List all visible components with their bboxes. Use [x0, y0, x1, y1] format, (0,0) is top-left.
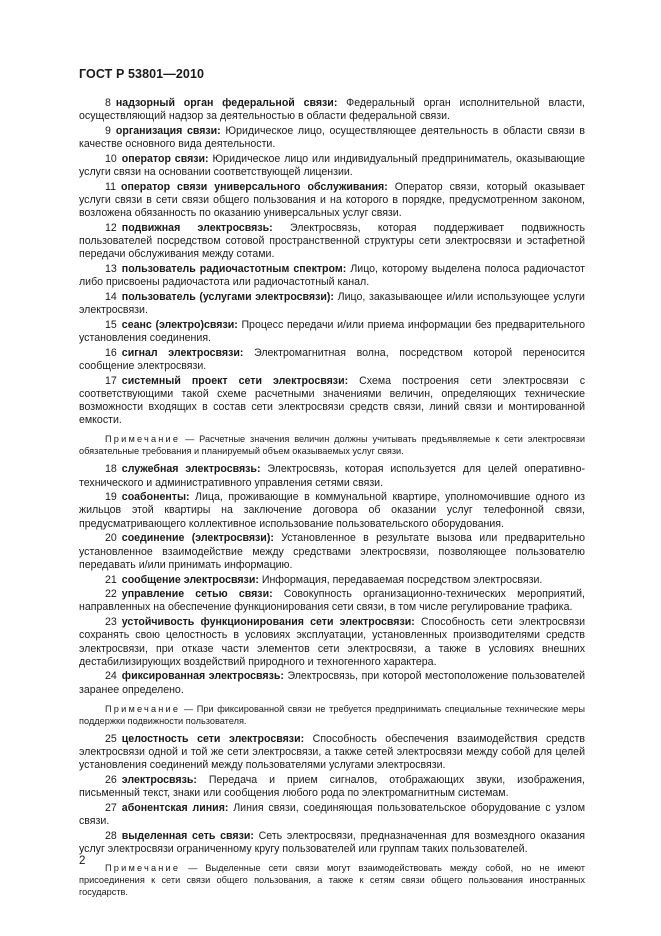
entry-number: 19 — [105, 491, 117, 504]
entry-number: 24 — [105, 670, 117, 683]
entry-number: 25 — [105, 732, 117, 745]
definition-entry — [79, 532, 585, 572]
entry-term: абонентская линия: — [121, 801, 229, 814]
entry-term: электросвязь: — [121, 773, 197, 786]
entry-number: 9 — [105, 124, 111, 137]
definition-entry — [79, 774, 585, 800]
note-text: — Расчетные значения величин должны учитывать предъявляемые к сети электросвязи обязательные требования и планируемый объем оказываемых услуг связи. — [79, 434, 585, 457]
definition-entry — [79, 830, 585, 856]
page-number: 2 — [79, 855, 86, 867]
entry-definition: Электромагнитная волна, посредством которой переносится сообщение электросвязи. — [79, 346, 585, 372]
entry-number: 12 — [105, 221, 117, 234]
entry-number: 26 — [105, 773, 117, 786]
entry-number: 8 — [105, 97, 111, 109]
entry-term: служебная электросвязь: — [121, 463, 261, 476]
definition-entry — [79, 802, 585, 828]
definition-entry — [79, 670, 585, 696]
entry-definition: Электросвязь, при которой местоположение пользователей заранее определено. — [79, 670, 585, 696]
entry-definition: Лицо, заказывающее и/или использующее услуги электросвязи. — [79, 290, 585, 317]
entry-definition: Юридическое лицо, осуществляющее деятельность в области связи в качестве основного вида деятельности. — [79, 124, 586, 151]
definition-entry — [79, 291, 585, 317]
entry-number: 28 — [105, 829, 117, 842]
entry-term: соединение (электросвязи): — [121, 532, 274, 545]
note-text: — При фиксированной связи не требуется предпринимать специальные технические меры поддержки подвижности пользователя. — [79, 703, 585, 726]
entry-definition: Информация, передаваемая посредством электросвязи. — [261, 573, 543, 586]
entry-term: организация связи: — [115, 124, 221, 137]
definition-entry — [79, 375, 585, 428]
definition-entry — [79, 574, 585, 587]
definition-entry — [79, 588, 585, 614]
entry-definition: Электросвязь, которая поддерживает подвижность пользователей посредством сотовой пространственной структуры сети электросвязи и эстафетной передачи обслуживания между сотами. — [79, 221, 585, 261]
definition-entry — [79, 616, 585, 669]
entry-definition: Установленное в результате вызова или предварительно установленное взаимодействие между средствами электросвязи, позволяющее пользователю передавать и/или принимать информацию. — [79, 532, 585, 571]
entry-definition: Процесс передачи и/или приема информации без предварительного установления соединения. — [79, 318, 585, 344]
entry-definition: Схема построения сети электросвязи с соответствующими такой схеме расчетными значениями величин, определяющих технические возможности входящих в состав сети электросвязи средств связи, линий связи и монтированной емкости. — [79, 374, 585, 427]
entry-term: оператор связи: — [121, 152, 209, 165]
note-label: Примечание — [105, 863, 181, 874]
note — [79, 703, 585, 727]
note-label: Примечание — [105, 703, 181, 714]
entry-number: 11 — [105, 180, 116, 193]
entry-definition: Передача и прием сигналов, отображающих звуки, изображения, письменный текст, знаки или сообщения любого рода по электромагнитным системам. — [79, 773, 585, 800]
note — [79, 862, 585, 898]
entry-definition: Лица, проживающие в коммунальной квартире, уполномочившие одного из жильцов этой квартиры на заключение договора об оказании услуг телефонной связи, предусматривающего коллективное использование пользовательского оборудования. — [79, 491, 585, 530]
note-text: — Выделенные сети связи могут взаимодействовать между собой, но не имеют присоединения к сети связи общего пользования, а также к сетям связи общего пользования иностранных государств. — [79, 863, 586, 898]
entry-definition: Юридическое лицо или индивидуальный предприниматель, оказывающие услуги связи на основании соответствующей лицензии. — [79, 152, 586, 179]
entry-number: 15 — [105, 318, 117, 331]
entry-definition: Электросвязь, которая используется для целей оперативно-технического и административного управления сетями связи. — [79, 463, 585, 489]
note — [79, 433, 585, 457]
definition-entry — [79, 463, 585, 489]
entry-number: 18 — [105, 463, 117, 476]
entry-definition: Федеральный орган исполнительной власти, осуществляющий надзор за деятельностью в области федеральной связи. — [79, 97, 585, 123]
definition-entry — [79, 347, 585, 373]
definition-entry — [79, 181, 585, 221]
entry-definition: Оператор связи, который оказывает услуги связи в сети связи общего пользования и на которого в порядке, предусмотренном законом, возложена обязанность по оказанию универсальных услуг связи. — [79, 180, 585, 220]
entry-number: 20 — [105, 532, 117, 545]
entry-term: выделенная сеть связи: — [121, 829, 254, 842]
entry-number: 21 — [105, 573, 117, 586]
definition-entry — [79, 263, 585, 289]
entry-definition: Способность сети электросвязи сохранять свою целостность в условиях эксплуатации, установленных производителями средств электросвязи, при отказе части элементов сети электросвязи, а также в условиях внешних дестабилизирующих воздействий природного и техногенного характера. — [79, 616, 585, 668]
definition-entry — [79, 97, 585, 123]
entry-term: сообщение электросвязи: — [121, 573, 259, 586]
entry-term: пользователь радиочастотным спектром: — [121, 262, 347, 275]
definition-entry — [79, 319, 585, 345]
entry-number: 17 — [105, 374, 117, 387]
definition-entry — [79, 153, 585, 179]
entry-term: соабоненты: — [121, 491, 190, 504]
entry-term: фиксированная электросвязь: — [121, 670, 284, 683]
entry-term: пользователь (услугами электросвязи): — [121, 290, 334, 303]
entry-term: подвижная электросвязь: — [121, 221, 273, 234]
definition-entry — [79, 733, 585, 773]
entry-definition: Лицо, которому выделена полоса радиочастот либо присвоены радиочастота или радиочастотный канал. — [79, 262, 585, 289]
entry-definition: Линия связи, соединяющая пользовательское оборудование с узлом связи. — [79, 801, 585, 828]
entry-number: 22 — [105, 588, 117, 601]
entry-number: 10 — [105, 152, 117, 165]
definition-entry — [79, 491, 585, 531]
entry-number: 27 — [105, 801, 117, 814]
entry-term: сеанс (электро)связи: — [121, 318, 238, 331]
entry-term: устойчивость функционирования сети электросвязи: — [121, 616, 415, 629]
entry-term: целостность сети электросвязи: — [121, 732, 305, 745]
entry-term: оператор связи универсального обслуживания: — [121, 180, 388, 193]
entry-number: 16 — [105, 346, 117, 359]
definition-entry — [79, 222, 585, 262]
note-label: Примечание — [105, 434, 181, 445]
document-header: ГОСТ Р 53801—2010 — [79, 67, 205, 81]
definition-entry — [79, 125, 585, 151]
entry-number: 23 — [105, 616, 117, 629]
entry-term: системный проект сети электросвязи: — [121, 374, 349, 387]
entry-term: сигнал электросвязи: — [121, 346, 244, 359]
entry-term: управление сетью связи: — [121, 588, 273, 601]
entry-number: 13 — [105, 262, 117, 275]
entry-definition: Сеть электросвязи, предназначенная для возмездного оказания услуг электросвязи ограниченному кругу пользователей или группам таких пользователей. — [79, 829, 585, 855]
entry-definition: Способность обеспечения взаимодействия средств электросвязи одной и той же сети электросвязи, а также сетей электросвязи между собой для целей установления соединений между пользователями услугами электросвязи. — [79, 732, 585, 772]
definitions-list — [79, 97, 585, 904]
entry-definition: Совокупность организационно-технических мероприятий, направленных на обеспечение функционирования сети связи, в том числе регулирование трафика. — [79, 588, 585, 614]
entry-term: надзорный орган федеральной связи: — [115, 97, 338, 109]
entry-number: 14 — [105, 290, 117, 303]
